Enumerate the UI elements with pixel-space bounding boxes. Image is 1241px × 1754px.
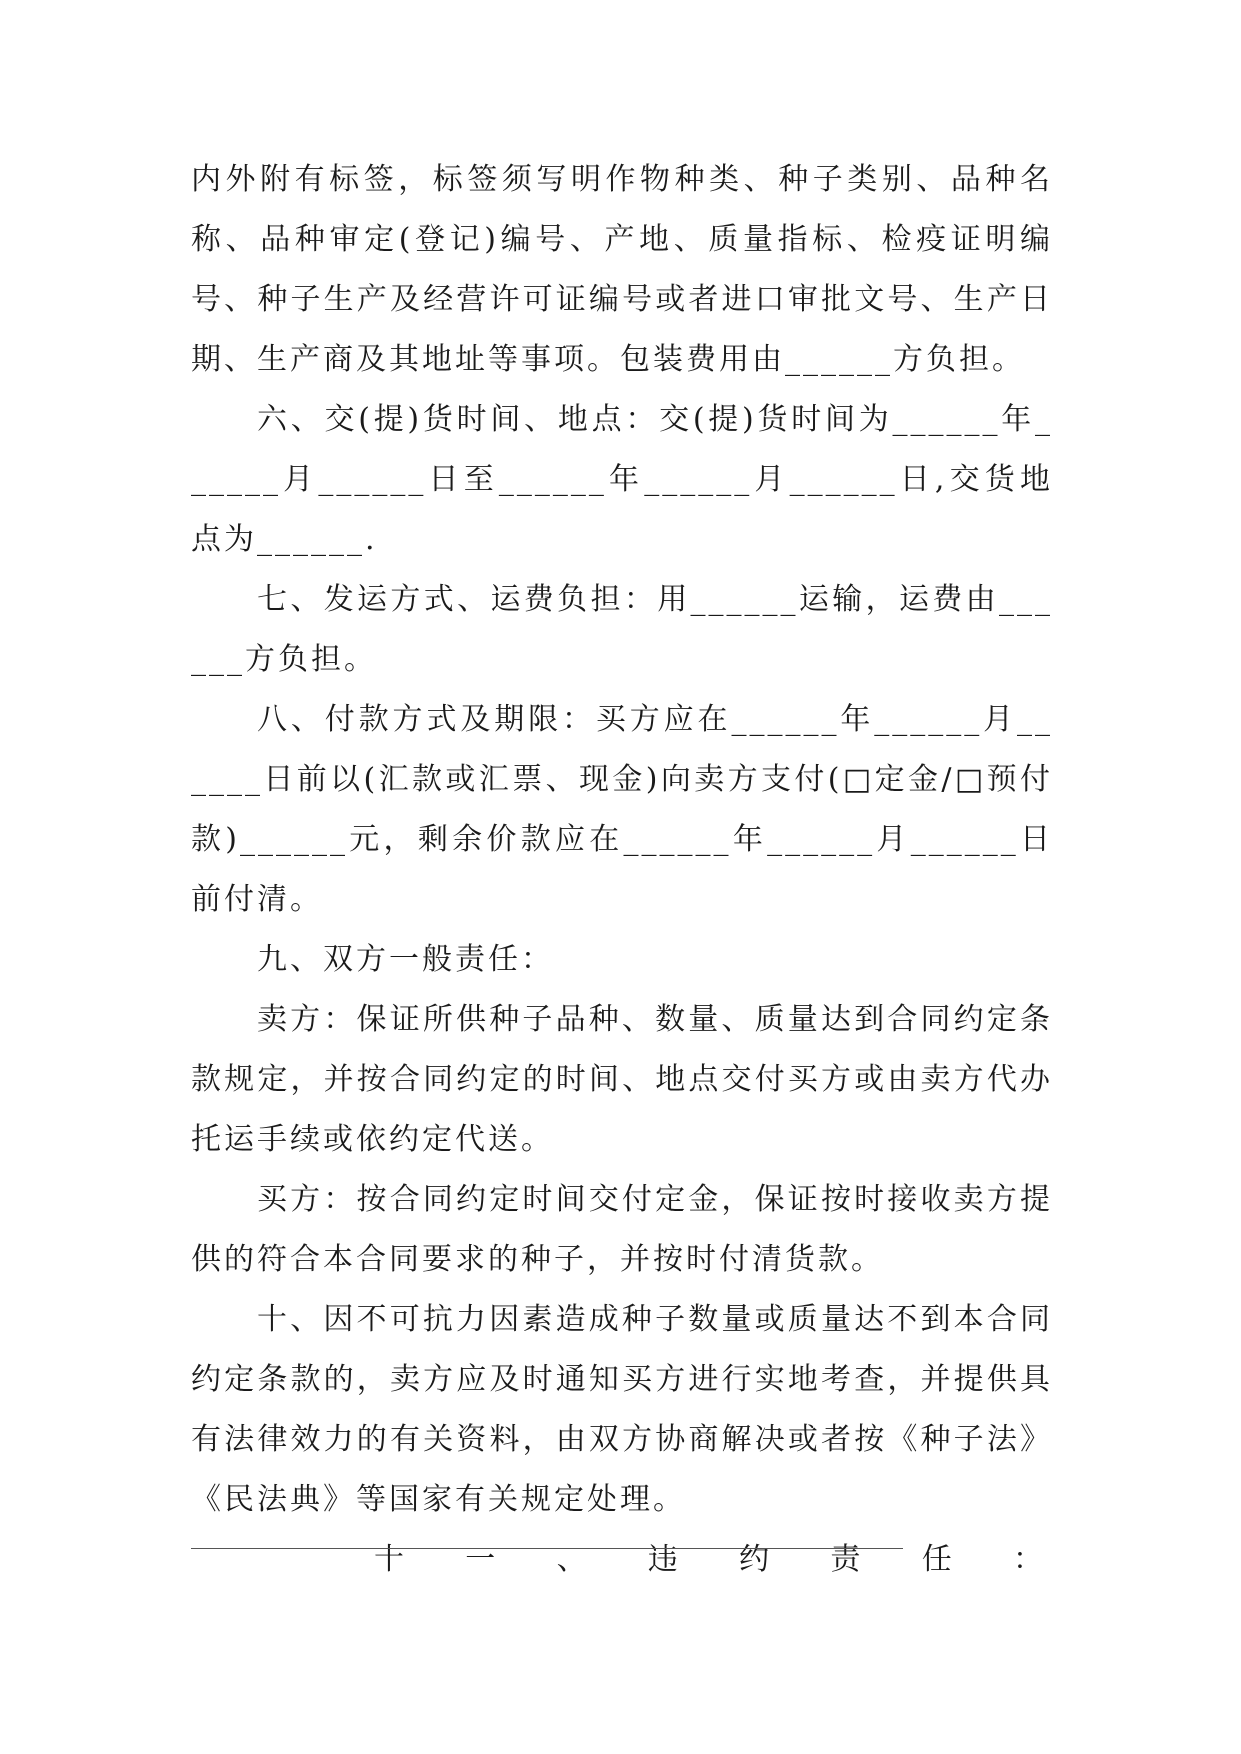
heading-char: 十 [374, 1542, 404, 1577]
clause-10-force-majeure: 十、因不可抗力因素造成种子数量或质量达不到本合同约定条款的，卖方应及时通知买方进行实地考查，并提供具有法律效力的有关资料，由双方协商解决或者按《种子法》《民法典》等国家有关规定处理。 [191, 1302, 1053, 1517]
heading-char: 、 [556, 1542, 587, 1577]
clause-8-payment: 八、付款方式及期限：买方应在______年______月______日前以(汇款或汇票、现金)向卖方支付(□定金/□预付款)______元，剩余价款应在______年______月______日前付清。 [191, 702, 1053, 917]
clause-9-seller: 卖方：保证所供种子品种、数量、质量达到合同约定条款规定，并按合同约定的时间、地点交付买方或由卖方代办托运手续或依约定代送。 [191, 1002, 1053, 1157]
clause-7-shipping: 七、发运方式、运费负担：用______运输，运费由______方负担。 [191, 582, 1053, 677]
document-page [191, 150, 1053, 1590]
heading-char: 违 [647, 1542, 678, 1577]
heading-char: 一 [465, 1542, 496, 1577]
heading-char: 责 [830, 1542, 861, 1577]
clause-labels-continued: 内外附有标签，标签须写明作物种类、种子类别、品种名称、品种审定(登记)编号、产地、质量指标、检疫证明编号、种子生产及经营许可证编号或者进口审批文号、生产日期、生产商及其地址等事项。包装费用由______方负担。 [191, 162, 1053, 377]
underline-rule [191, 1548, 903, 1549]
clause-6-delivery-time-place: 六、交(提)货时间、地点：交(提)货时间为______年______月______日至______年______月______日,交货地点为______. [191, 402, 1053, 557]
clause-11-heading [191, 1530, 1053, 1590]
heading-char: ： [1012, 1542, 1043, 1577]
clause-9-buyer: 买方：按合同约定时间交付定金，保证按时接收卖方提供的符合本合同要求的种子，并按时付清货款。 [191, 1182, 1053, 1277]
heading-char: 任 [921, 1542, 952, 1577]
clause-9-general-duties: 九、双方一般责任： [257, 942, 554, 977]
heading-char: 约 [739, 1542, 770, 1577]
